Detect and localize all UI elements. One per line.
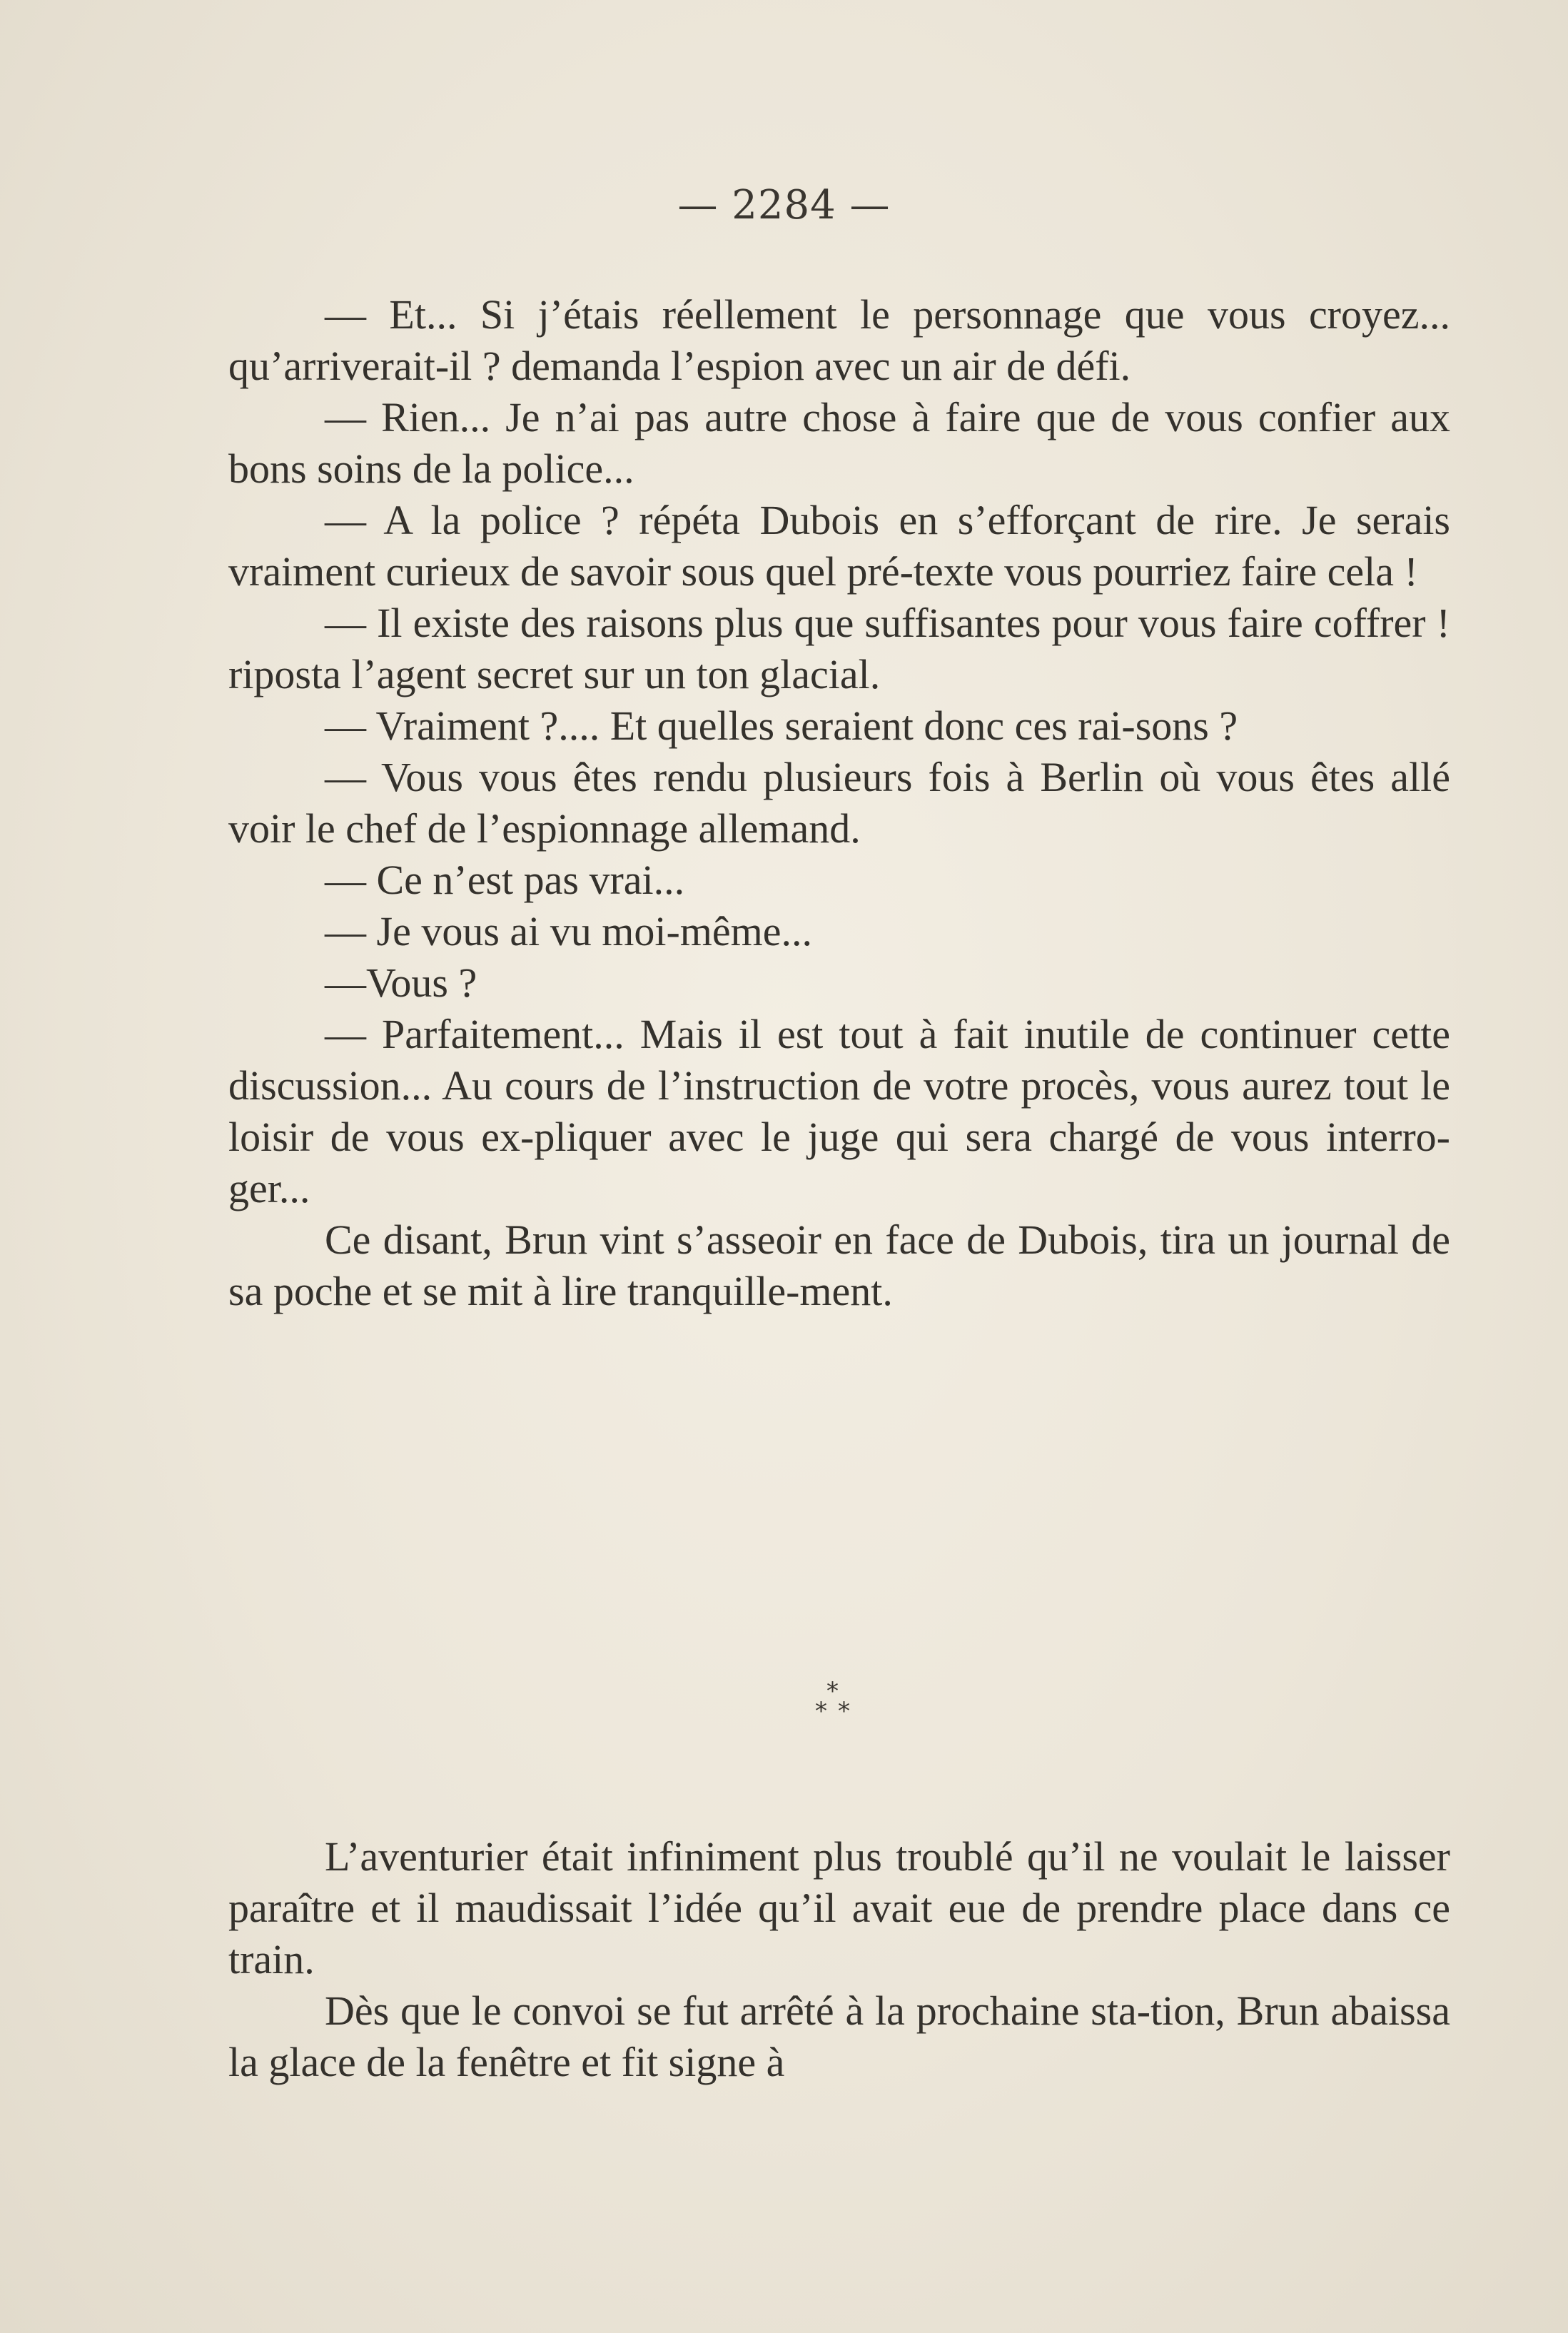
paragraph: — Il existe des raisons plus que suffisantes pour vous faire coffrer ! riposta l’agent secret sur un ton glacial. — [228, 600, 1450, 697]
paragraph: — A la police ? répéta Dubois en s’efforçant de rire. Je serais vraiment curieux de savoir sous quel pré-texte vous pourriez faire cela ! — [228, 497, 1450, 595]
asterisk: * — [838, 1697, 850, 1725]
paragraph: — Ce n’est pas vrai... — [325, 857, 685, 903]
paragraph: — Rien... Je n’ai pas autre chose à faire que de vous confier aux bons soins de la police... — [228, 394, 1450, 492]
paragraph: Ce disant, Brun vint s’asseoir en face de Dubois, tira un journal de sa poche et se mit à lire tranquille-ment. — [228, 1216, 1450, 1314]
paragraph: — Vous vous êtes rendu plusieurs fois à Berlin où vous êtes allé voir le chef de l’espionnage allemand. — [228, 754, 1450, 852]
paragraph: — Je vous ai vu moi-même... — [325, 908, 813, 954]
asterisk: * — [815, 1697, 827, 1725]
asterisk: * — [826, 1677, 839, 1705]
paragraph: L’aventurier était infiniment plus troublé qu’il ne voulait le laisser paraître et il maudissait l’idée qu’il avait eue de prendre place dans ce train. — [228, 1833, 1450, 1982]
text-block-bottom — [228, 1831, 1450, 2088]
paragraph: — Vraiment ?.... Et quelles seraient donc ces rai-sons ? — [325, 702, 1238, 749]
paragraph: Dès que le convoi se fut arrêté à la prochaine sta-tion, Brun abaissa la glace de la fenêtre et fit signe à — [228, 1987, 1450, 2085]
paragraph: —Vous ? — [325, 959, 477, 1006]
paragraph: — Et... Si j’étais réellement le personnage que vous croyez... qu’arriverait-il ? demanda l’espion avec un air de défi. — [228, 291, 1450, 389]
paragraph: — Parfaitement... Mais il est tout à fait inutile de continuer cette discussion... Au cours de l’instruction de votre procès, vous aurez tout le loisir de vous ex-pliquer avec le juge qui sera chargé de vous interro-ger... — [228, 1011, 1450, 1211]
text-block-top — [228, 289, 1450, 1317]
section-separator-asterism — [784, 1679, 855, 1743]
page-number: — 2284 — — [677, 182, 891, 228]
